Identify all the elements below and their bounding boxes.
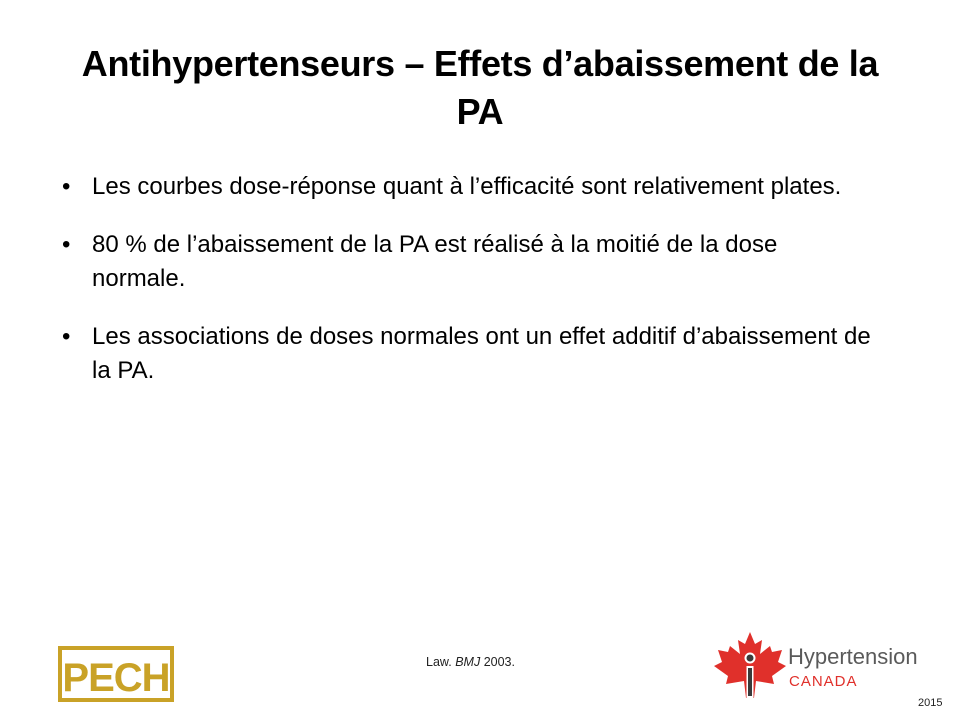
bullet-dot: • [62, 323, 71, 350]
citation [426, 655, 515, 669]
bullet-item [62, 228, 872, 296]
bullet-dot: • [62, 173, 71, 200]
bullet-text: Les courbes dose-réponse quant à l’efficacité sont relativement plates. [92, 173, 842, 200]
maple-leaf-icon [714, 632, 786, 698]
citation-year: 2003. [483, 655, 515, 669]
citation-author: Law. [426, 655, 452, 669]
hc-logo-line1: Hypertension [788, 644, 918, 669]
bullet-dot: • [62, 231, 71, 258]
bullet-item [62, 170, 872, 204]
pech-logo-text: PECH [62, 656, 170, 700]
bullet-text: Les associations de doses normales ont un effet additif d’abaissement de la PA. [92, 323, 871, 384]
bullet-text: 80 % de l’abaissement de la PA est réalisé à la moitié de la dose normale. [92, 231, 778, 292]
year-mark: 2015 [918, 697, 943, 709]
bullet-list [62, 170, 872, 412]
hc-logo-line2: CANADA [789, 673, 858, 690]
citation-journal: BMJ [455, 655, 481, 669]
pech-logo [57, 645, 175, 703]
hypertension-canada-logo [712, 630, 927, 702]
slide-title: Antihypertenseurs – Effets d’abaissement de la PA [81, 43, 879, 132]
bullet-item [62, 320, 872, 388]
